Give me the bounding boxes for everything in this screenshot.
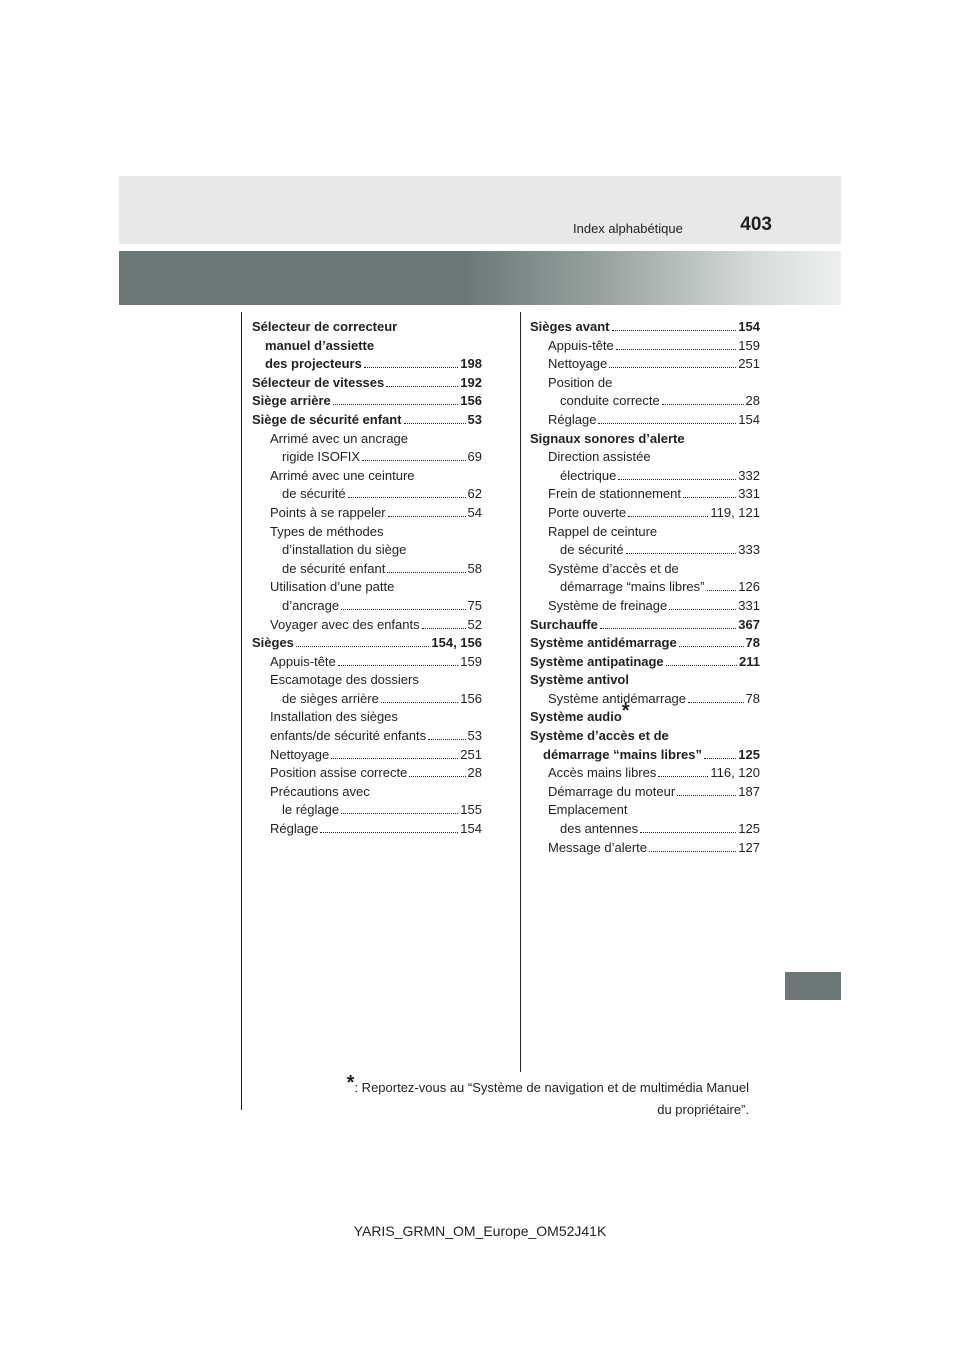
index-entry-label: conduite correcte xyxy=(560,393,660,409)
index-entry xyxy=(252,541,482,560)
dot-leader xyxy=(683,497,736,498)
index-entry xyxy=(530,318,760,337)
index-entry-page: 154 xyxy=(738,411,760,427)
index-entry-page: 78 xyxy=(745,690,760,706)
footnote-line-2: du propriétaire”. xyxy=(657,1102,749,1117)
index-entry xyxy=(252,597,482,616)
index-entry-page: 69 xyxy=(467,449,482,465)
index-entry xyxy=(530,541,760,560)
dot-leader xyxy=(649,851,736,852)
index-entry-page: 331 xyxy=(738,597,760,613)
index-entry xyxy=(252,764,482,783)
footnote-reference-marker: * xyxy=(621,700,630,723)
index-entry-label: enfants/de sécurité enfants xyxy=(270,728,427,744)
index-entry xyxy=(252,727,482,746)
dot-leader xyxy=(404,423,466,424)
index-entry-label: Rappel de ceinture xyxy=(548,523,658,539)
index-entry-label: Appuis-tête xyxy=(548,337,614,353)
index-entry xyxy=(252,430,482,449)
index-entry-label: Sélecteur de correcteur xyxy=(252,319,398,334)
index-entry-page: 125 xyxy=(738,821,760,837)
index-column-left xyxy=(252,318,482,839)
index-entry xyxy=(252,801,482,820)
index-entry-label: Système antivol xyxy=(530,672,629,688)
left-column-rule xyxy=(241,312,242,1110)
dot-leader xyxy=(662,404,744,405)
dot-leader xyxy=(387,572,465,573)
index-entry-label: Siège de sécurité enfant xyxy=(252,411,402,427)
index-entry-page: 62 xyxy=(467,486,482,502)
dot-leader xyxy=(704,758,736,759)
index-entry-page: 154, 156 xyxy=(431,635,482,651)
index-entry xyxy=(530,727,760,746)
index-entry-page: 333 xyxy=(738,542,760,558)
index-entry-label: Système antidémarrage xyxy=(530,635,677,651)
index-entry xyxy=(252,392,482,411)
index-entry xyxy=(530,560,760,579)
section-title: Index alphabétique xyxy=(573,221,683,236)
index-entry-label: d’ancrage xyxy=(282,597,340,613)
index-entry xyxy=(530,671,760,690)
index-entry-label: Position assise correcte xyxy=(270,765,408,781)
index-entry-label: Arrimé avec une ceinture xyxy=(270,467,415,483)
dot-leader xyxy=(598,423,736,424)
index-entry xyxy=(252,690,482,709)
page-number: 403 xyxy=(740,214,772,235)
footnote-marker: * xyxy=(346,1072,355,1094)
index-entry-label: électrique xyxy=(560,467,617,483)
index-entry-page: 159 xyxy=(738,337,760,353)
index-entry xyxy=(530,411,760,430)
index-entry-page: 58 xyxy=(467,560,482,576)
dot-leader xyxy=(364,367,458,368)
index-entry xyxy=(530,783,760,802)
index-entry-label: Système antidémarrage xyxy=(548,690,687,706)
index-entry xyxy=(530,430,760,449)
index-entry xyxy=(252,337,482,356)
index-entry-page: 159 xyxy=(460,653,482,669)
document-code: YARIS_GRMN_OM_Europe_OM52J41K xyxy=(353,1223,607,1239)
index-entry-label: de sécurité xyxy=(282,486,346,502)
index-entry xyxy=(530,616,760,635)
index-entry-page: 116, 120 xyxy=(710,765,760,781)
dot-leader xyxy=(609,367,736,368)
index-entry-label: d’installation du siège xyxy=(282,542,407,558)
dot-leader xyxy=(386,386,458,387)
dot-leader xyxy=(333,404,459,405)
index-entry-label: Surchauffe xyxy=(530,616,598,632)
index-entry-label: rigide ISOFIX xyxy=(282,449,361,465)
dot-leader xyxy=(388,516,466,517)
index-entry-label: Nettoyage xyxy=(270,746,330,762)
index-entry-label: Signaux sonores d’alerte xyxy=(530,430,685,446)
index-entry-label: Système audio xyxy=(530,709,622,725)
index-entry-label: Points à se rappeler xyxy=(270,504,386,520)
index-entry xyxy=(252,671,482,690)
index-entry xyxy=(252,411,482,430)
index-entry-page: 192 xyxy=(460,374,482,390)
dot-leader xyxy=(381,702,458,703)
index-entry-label: Sélecteur de vitesses xyxy=(252,374,385,390)
dot-leader xyxy=(338,665,459,666)
index-entry-page: 52 xyxy=(467,616,482,632)
index-entry-label: Porte ouverte xyxy=(548,504,627,520)
index-entry xyxy=(530,597,760,616)
dot-leader xyxy=(600,628,736,629)
index-entry-label: Direction assistée xyxy=(548,449,651,465)
index-entry-page: 125 xyxy=(738,746,760,762)
index-thumb-tab xyxy=(785,972,841,1000)
index-entry-label: Système de freinage xyxy=(548,597,668,613)
index-entry-label: de sécurité xyxy=(560,542,624,558)
dot-leader xyxy=(618,479,736,480)
index-entry-label: Sièges avant xyxy=(530,319,610,334)
index-entry xyxy=(252,355,482,374)
dot-leader xyxy=(677,795,736,796)
header-band xyxy=(119,176,841,244)
index-entry-page: 155 xyxy=(460,802,482,818)
index-entry-label: Accès mains libres xyxy=(548,765,657,781)
index-entry xyxy=(252,374,482,393)
index-entry-page: 156 xyxy=(460,393,482,409)
index-entry xyxy=(530,485,760,504)
index-entry xyxy=(530,746,760,765)
index-entry xyxy=(530,764,760,783)
index-entry xyxy=(530,820,760,839)
dot-leader xyxy=(669,609,736,610)
index-entry-page: 332 xyxy=(738,467,760,483)
index-entry-label: le réglage xyxy=(282,802,340,818)
dot-leader xyxy=(362,460,466,461)
dot-leader xyxy=(658,776,708,777)
index-entry-label: Précautions avec xyxy=(270,783,370,799)
index-entry-label: démarrage “mains libres” xyxy=(560,579,705,595)
index-entry-label: Utilisation d’une patte xyxy=(270,579,395,595)
index-entry xyxy=(530,374,760,393)
index-entry-page: 251 xyxy=(460,746,482,762)
header-gradient-bar xyxy=(119,251,841,305)
index-entry-page: 28 xyxy=(467,765,482,781)
dot-leader xyxy=(666,665,737,666)
index-entry-label: Arrimé avec un ancrage xyxy=(270,430,409,446)
dot-leader xyxy=(422,628,466,629)
index-entry xyxy=(252,523,482,542)
index-entry xyxy=(530,690,760,709)
index-entry-page: 75 xyxy=(467,597,482,613)
index-entry xyxy=(252,820,482,839)
index-entry-page: 251 xyxy=(738,356,760,372)
index-entry-label: Installation des sièges xyxy=(270,709,398,725)
index-entry xyxy=(252,504,482,523)
dot-leader xyxy=(409,776,465,777)
index-entry xyxy=(252,560,482,579)
index-entry-label: Message d’alerte xyxy=(548,839,647,855)
index-entry-label: de sièges arrière xyxy=(282,690,379,706)
dot-leader xyxy=(348,497,466,498)
index-entry xyxy=(252,708,482,727)
index-entry-page: 53 xyxy=(467,411,482,427)
index-entry-page: 331 xyxy=(738,486,760,502)
index-entry-page: 187 xyxy=(738,783,760,799)
footnote-line-1 xyxy=(325,1072,749,1099)
index-entry-page: 78 xyxy=(745,635,760,651)
index-entry-label: Système d’accès et de xyxy=(530,728,669,744)
index-entry xyxy=(530,839,760,858)
index-entry xyxy=(530,355,760,374)
dot-leader xyxy=(626,553,737,554)
index-entry-page: 367 xyxy=(738,616,760,632)
dot-leader xyxy=(341,609,465,610)
dot-leader xyxy=(320,832,458,833)
dot-leader xyxy=(679,646,744,647)
index-entry-page: 127 xyxy=(738,839,760,855)
middle-column-rule xyxy=(520,312,521,1072)
index-entry-label: Appuis-tête xyxy=(270,653,336,669)
dot-leader xyxy=(688,702,744,703)
index-entry xyxy=(530,801,760,820)
index-entry-label: Système d’accès et de xyxy=(548,560,679,576)
dot-leader xyxy=(707,590,737,591)
index-entry-page: 54 xyxy=(467,504,482,520)
dot-leader xyxy=(628,516,708,517)
index-entry-page: 198 xyxy=(460,356,482,372)
index-entry-page: 156 xyxy=(460,690,482,706)
index-entry-label: des antennes xyxy=(560,821,639,837)
index-entry-page: 119, 121 xyxy=(710,504,760,520)
index-entry xyxy=(252,616,482,635)
dot-leader xyxy=(331,758,458,759)
index-entry-label: Système antipatinage xyxy=(530,653,664,669)
index-entry xyxy=(530,504,760,523)
index-entry-label: Sièges xyxy=(252,635,294,651)
index-entry-page: 126 xyxy=(738,579,760,595)
index-entry xyxy=(252,467,482,486)
index-entry xyxy=(252,746,482,765)
index-entry-label: démarrage “mains libres” xyxy=(543,746,702,762)
index-entry xyxy=(252,578,482,597)
index-entry-label: Réglage xyxy=(548,411,597,427)
dot-leader xyxy=(640,832,736,833)
index-entry xyxy=(252,634,482,653)
dot-leader xyxy=(612,330,737,331)
index-entry-label: Frein de stationnement xyxy=(548,486,681,502)
dot-leader xyxy=(616,349,737,350)
index-entry xyxy=(252,448,482,467)
index-entry xyxy=(530,653,760,672)
index-entry xyxy=(252,653,482,672)
index-entry-label: Réglage xyxy=(270,821,319,837)
index-entry xyxy=(252,318,482,337)
index-entry xyxy=(530,448,760,467)
index-entry-label: Démarrage du moteur xyxy=(548,783,676,799)
index-entry xyxy=(530,700,760,727)
index-entry-label: Siège arrière xyxy=(252,393,331,409)
index-entry xyxy=(530,392,760,411)
index-entry-label: de sécurité enfant xyxy=(282,560,386,576)
index-entry xyxy=(530,523,760,542)
index-entry-label: Nettoyage xyxy=(548,356,608,372)
index-entry-label: Types de méthodes xyxy=(270,523,384,539)
index-entry-label: Emplacement xyxy=(548,802,628,818)
index-entry-page: 154 xyxy=(738,319,760,334)
index-entry-label: Voyager avec des enfants xyxy=(270,616,420,632)
dot-leader xyxy=(296,646,429,647)
index-entry xyxy=(252,485,482,504)
index-entry-page: 154 xyxy=(460,821,482,837)
dot-leader xyxy=(341,813,458,814)
index-column-right xyxy=(530,318,760,857)
index-entry xyxy=(530,634,760,653)
footnote-text-1: : Reportez-vous au “Système de navigation et de multimédia Manuel xyxy=(354,1080,749,1095)
index-entry-label: des projecteurs xyxy=(265,356,362,372)
index-entry-page: 53 xyxy=(467,728,482,744)
index-entry-label: manuel d’assiette xyxy=(265,337,375,353)
index-entry xyxy=(530,578,760,597)
footnote xyxy=(325,1072,749,1121)
index-entry-label: Escamotage des dossiers xyxy=(270,672,419,688)
index-entry xyxy=(252,783,482,802)
index-entry xyxy=(530,337,760,356)
dot-leader xyxy=(428,739,465,740)
index-entry xyxy=(530,467,760,486)
index-entry-page: 211 xyxy=(739,653,760,669)
index-entry-page: 28 xyxy=(745,393,760,409)
index-entry-label: Position de xyxy=(548,374,613,390)
